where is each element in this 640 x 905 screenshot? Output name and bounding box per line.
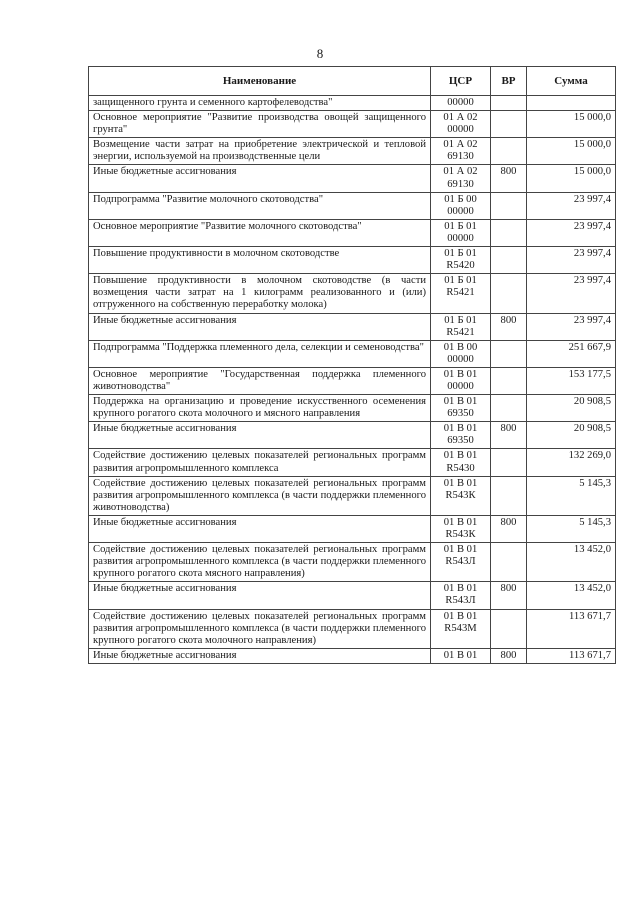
table-row: [89, 247, 616, 274]
cell-sum: 15 000,0: [527, 111, 616, 138]
cell-vr: 800: [491, 422, 527, 449]
cell-name: Повышение продуктивности в молочном скотоводстве (в части возмещения части затрат на 1 килограмм реализованного и (или) отгруженного на собственную переработку молока): [89, 274, 431, 313]
cell-name: Содействие достижению целевых показателей региональных программ развития агропромышленного комплекса (в части поддержки племенного крупного рогатого скота молочного направления): [89, 609, 431, 648]
cell-vr: 800: [491, 165, 527, 192]
header-name: Наименование: [89, 67, 431, 96]
cell-csr: 01 Б 00 00000: [431, 192, 491, 219]
cell-csr: 01 А 02 69130: [431, 138, 491, 165]
cell-sum: 153 177,5: [527, 367, 616, 394]
cell-name: Содействие достижению целевых показателей региональных программ развития агропромышленного комплекса: [89, 449, 431, 476]
table-row: [89, 609, 616, 648]
cell-csr: 01 В 01 R543Л: [431, 582, 491, 609]
table-row: [89, 111, 616, 138]
cell-csr: 01 В 01 R543К: [431, 515, 491, 542]
cell-vr: [491, 219, 527, 246]
cell-sum: 15 000,0: [527, 165, 616, 192]
cell-sum: 13 452,0: [527, 582, 616, 609]
cell-name: Основное мероприятие "Развитие молочного скотоводства": [89, 219, 431, 246]
budget-table: [88, 66, 616, 664]
cell-name: Основное мероприятие "Развитие производства овощей защищенного грунта": [89, 111, 431, 138]
cell-vr: [491, 247, 527, 274]
cell-name: Повышение продуктивности в молочном скотоводстве: [89, 247, 431, 274]
cell-sum: 23 997,4: [527, 247, 616, 274]
cell-csr: 01 Б 01 R5420: [431, 247, 491, 274]
cell-sum: 23 997,4: [527, 274, 616, 313]
table-row: [89, 138, 616, 165]
table-row: [89, 274, 616, 313]
table-row: [89, 340, 616, 367]
cell-vr: [491, 96, 527, 111]
table-row: [89, 313, 616, 340]
table-row: [89, 648, 616, 663]
cell-vr: [491, 543, 527, 582]
cell-csr: 01 В 01 R543Л: [431, 543, 491, 582]
cell-csr: 01 В 01 R543М: [431, 609, 491, 648]
header-vr: ВР: [491, 67, 527, 96]
cell-csr: 01 А 02 69130: [431, 165, 491, 192]
cell-vr: [491, 111, 527, 138]
cell-csr: 01 В 01 R5430: [431, 449, 491, 476]
table-row: [89, 219, 616, 246]
cell-name: Иные бюджетные ассигнования: [89, 313, 431, 340]
table-row: [89, 476, 616, 515]
cell-name: Подпрограмма "Поддержка племенного дела, селекции и семеноводства": [89, 340, 431, 367]
table-row: [89, 582, 616, 609]
header-csr: ЦСР: [431, 67, 491, 96]
cell-sum: 113 671,7: [527, 648, 616, 663]
table-row: [89, 449, 616, 476]
cell-sum: [527, 96, 616, 111]
cell-vr: 800: [491, 582, 527, 609]
cell-name: Основное мероприятие "Государственная поддержка племенного животноводства": [89, 367, 431, 394]
cell-sum: 23 997,4: [527, 313, 616, 340]
cell-vr: 800: [491, 515, 527, 542]
cell-vr: [491, 395, 527, 422]
cell-vr: [491, 340, 527, 367]
cell-csr: 01 В 01 69350: [431, 395, 491, 422]
table-row: [89, 543, 616, 582]
cell-name: Иные бюджетные ассигнования: [89, 515, 431, 542]
cell-sum: 13 452,0: [527, 543, 616, 582]
cell-name: защищенного грунта и семенного картофелеводства": [89, 96, 431, 111]
header-sum: Сумма: [527, 67, 616, 96]
cell-sum: 20 908,5: [527, 422, 616, 449]
cell-name: Возмещение части затрат на приобретение электрической и тепловой энергии, используемой на производственные цели: [89, 138, 431, 165]
cell-sum: 5 145,3: [527, 515, 616, 542]
table-row: [89, 515, 616, 542]
cell-vr: [491, 192, 527, 219]
cell-name: Поддержка на организацию и проведение искусственного осеменения крупного рогатого скота молочного и мясного направления: [89, 395, 431, 422]
cell-csr: 01 Б 01 00000: [431, 219, 491, 246]
cell-sum: 23 997,4: [527, 219, 616, 246]
cell-name: Иные бюджетные ассигнования: [89, 582, 431, 609]
cell-sum: 113 671,7: [527, 609, 616, 648]
table-row: [89, 165, 616, 192]
cell-csr: 01 Б 01 R5421: [431, 274, 491, 313]
table-body: [89, 96, 616, 664]
cell-sum: 20 908,5: [527, 395, 616, 422]
cell-name: Содействие достижению целевых показателей региональных программ развития агропромышленного комплекса (в части поддержки племенного крупного рогатого скота мясного направления): [89, 543, 431, 582]
cell-vr: [491, 274, 527, 313]
cell-sum: 251 667,9: [527, 340, 616, 367]
cell-sum: 15 000,0: [527, 138, 616, 165]
cell-csr: 01 А 02 00000: [431, 111, 491, 138]
cell-csr: 00000: [431, 96, 491, 111]
table-row: [89, 367, 616, 394]
cell-csr: 01 В 00 00000: [431, 340, 491, 367]
cell-vr: [491, 138, 527, 165]
cell-name: Содействие достижению целевых показателей региональных программ развития агропромышленного комплекса (в части поддержки племенного животноводства): [89, 476, 431, 515]
cell-sum: 23 997,4: [527, 192, 616, 219]
cell-name: Подпрограмма "Развитие молочного скотоводства": [89, 192, 431, 219]
cell-vr: 800: [491, 648, 527, 663]
cell-name: Иные бюджетные ассигнования: [89, 422, 431, 449]
cell-csr: 01 В 01 00000: [431, 367, 491, 394]
cell-csr: 01 В 01: [431, 648, 491, 663]
cell-vr: 800: [491, 313, 527, 340]
table-row: [89, 96, 616, 111]
cell-vr: [491, 609, 527, 648]
cell-csr: 01 В 01 69350: [431, 422, 491, 449]
table-header-row: [89, 67, 616, 96]
cell-csr: 01 Б 01 R5421: [431, 313, 491, 340]
page-number: 8: [316, 46, 324, 61]
cell-name: Иные бюджетные ассигнования: [89, 648, 431, 663]
cell-name: Иные бюджетные ассигнования: [89, 165, 431, 192]
table-row: [89, 395, 616, 422]
cell-csr: 01 В 01 R543К: [431, 476, 491, 515]
cell-vr: [491, 449, 527, 476]
cell-vr: [491, 476, 527, 515]
cell-sum: 5 145,3: [527, 476, 616, 515]
cell-sum: 132 269,0: [527, 449, 616, 476]
cell-vr: [491, 367, 527, 394]
table-row: [89, 422, 616, 449]
table-row: [89, 192, 616, 219]
